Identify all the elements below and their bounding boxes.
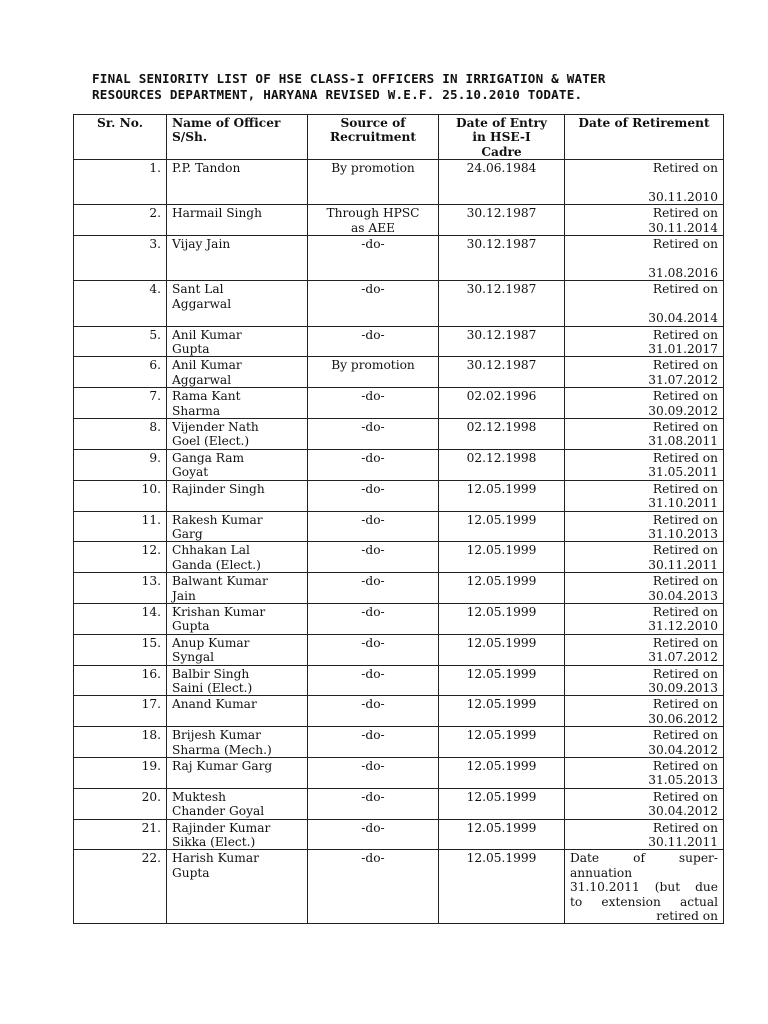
cell-retirement: Retired on 30.04.2013 [565, 573, 724, 604]
table-row [74, 205, 724, 236]
cell-officer-name: Balbir Singh Saini (Elect.) [167, 665, 308, 696]
cell-retirement: Retired on 30.11.2011 [565, 819, 724, 850]
cell-entry-date: 30.12.1987 [439, 326, 565, 357]
table-row [74, 449, 724, 480]
cell-source: -do- [308, 326, 439, 357]
table-row [74, 573, 724, 604]
cell-officer-name: Rama Kant Sharma [167, 388, 308, 419]
cell-retirement: Retired on 31.10.2011 [565, 480, 724, 511]
cell-retirement: Retired on 30.04.2012 [565, 788, 724, 819]
cell-entry-date: 30.12.1987 [439, 205, 565, 236]
cell-entry-date: 30.12.1987 [439, 281, 565, 326]
cell-sr-no: 7. [74, 388, 167, 419]
header-row [74, 115, 724, 160]
cell-retirement: Retired on 31.08.2016 [565, 236, 724, 281]
cell-retirement: Retired on 30.11.2011 [565, 542, 724, 573]
cell-entry-date: 12.05.1999 [439, 850, 565, 924]
table-row [74, 388, 724, 419]
cell-sr-no: 1. [74, 160, 167, 205]
table-row [74, 788, 724, 819]
cell-sr-no: 16. [74, 665, 167, 696]
cell-officer-name: Chhakan Lal Ganda (Elect.) [167, 542, 308, 573]
cell-officer-name: Brijesh Kumar Sharma (Mech.) [167, 727, 308, 758]
cell-officer-name: P.P. Tandon [167, 160, 308, 205]
cell-retirement: Retired on 31.05.2011 [565, 449, 724, 480]
cell-sr-no: 22. [74, 850, 167, 924]
cell-retirement: Retired on 30.04.2014 [565, 281, 724, 326]
table-row [74, 511, 724, 542]
cell-source: -do- [308, 388, 439, 419]
cell-sr-no: 6. [74, 357, 167, 388]
cell-entry-date: 02.12.1998 [439, 419, 565, 450]
cell-entry-date: 02.12.1998 [439, 449, 565, 480]
cell-entry-date: 12.05.1999 [439, 696, 565, 727]
cell-entry-date: 02.02.1996 [439, 388, 565, 419]
cell-source: By promotion [308, 160, 439, 205]
cell-entry-date: 12.05.1999 [439, 819, 565, 850]
table-row [74, 236, 724, 281]
cell-sr-no: 20. [74, 788, 167, 819]
cell-sr-no: 8. [74, 419, 167, 450]
document-title [92, 71, 732, 103]
cell-entry-date: 12.05.1999 [439, 665, 565, 696]
cell-retirement: Retired on 30.09.2012 [565, 388, 724, 419]
cell-sr-no: 19. [74, 758, 167, 789]
title-line-1: FINAL SENIORITY LIST OF HSE CLASS-I OFFICERS IN IRRIGATION & WATER [92, 71, 606, 86]
cell-sr-no: 12. [74, 542, 167, 573]
cell-officer-name: Balwant Kumar Jain [167, 573, 308, 604]
cell-sr-no: 4. [74, 281, 167, 326]
cell-retirement: Retired on 30.09.2013 [565, 665, 724, 696]
cell-retirement: Retired on 30.11.2014 [565, 205, 724, 236]
cell-source: -do- [308, 573, 439, 604]
cell-retirement: Retired on 31.05.2013 [565, 758, 724, 789]
cell-entry-date: 30.12.1987 [439, 357, 565, 388]
cell-sr-no: 9. [74, 449, 167, 480]
cell-sr-no: 5. [74, 326, 167, 357]
cell-source: -do- [308, 542, 439, 573]
cell-source: -do- [308, 696, 439, 727]
cell-entry-date: 12.05.1999 [439, 542, 565, 573]
cell-officer-name: Vijay Jain [167, 236, 308, 281]
header-source: Source of Recruitment [308, 115, 439, 160]
header-sr-no: Sr. No. [74, 115, 167, 160]
cell-entry-date: 30.12.1987 [439, 236, 565, 281]
cell-retirement: Retired on 31.07.2012 [565, 634, 724, 665]
cell-officer-name: Muktesh Chander Goyal [167, 788, 308, 819]
cell-source: -do- [308, 819, 439, 850]
cell-retirement: Retired on 31.08.2011 [565, 419, 724, 450]
table-row [74, 850, 724, 924]
cell-entry-date: 12.05.1999 [439, 634, 565, 665]
table-row [74, 542, 724, 573]
cell-officer-name: Raj Kumar Garg [167, 758, 308, 789]
table-row [74, 603, 724, 634]
cell-officer-name: Rajinder Kumar Sikka (Elect.) [167, 819, 308, 850]
cell-entry-date: 12.05.1999 [439, 788, 565, 819]
cell-retirement: Retired on 31.01.2017 [565, 326, 724, 357]
table-row [74, 419, 724, 450]
cell-sr-no: 15. [74, 634, 167, 665]
cell-source: -do- [308, 788, 439, 819]
cell-retirement: Retired on 31.10.2013 [565, 511, 724, 542]
seniority-table [73, 114, 724, 924]
cell-sr-no: 14. [74, 603, 167, 634]
cell-entry-date: 12.05.1999 [439, 727, 565, 758]
cell-officer-name: Anil Kumar Gupta [167, 326, 308, 357]
cell-source: -do- [308, 634, 439, 665]
cell-retirement: Retired on 30.11.2010 [565, 160, 724, 205]
table-body [74, 160, 724, 924]
cell-entry-date: 12.05.1999 [439, 480, 565, 511]
cell-entry-date: 24.06.1984 [439, 160, 565, 205]
cell-source: Through HPSC as AEE [308, 205, 439, 236]
cell-source: -do- [308, 603, 439, 634]
cell-retirement: Date of super- annuation 31.10.2011 (but due to extension actual retired on [565, 850, 724, 924]
header-entry-date: Date of Entry in HSE-I Cadre [439, 115, 565, 160]
cell-officer-name: Vijender Nath Goel (Elect.) [167, 419, 308, 450]
cell-sr-no: 18. [74, 727, 167, 758]
cell-source: -do- [308, 480, 439, 511]
table-row [74, 281, 724, 326]
cell-sr-no: 2. [74, 205, 167, 236]
cell-officer-name: Harish Kumar Gupta [167, 850, 308, 924]
cell-source: -do- [308, 511, 439, 542]
cell-source: -do- [308, 281, 439, 326]
cell-officer-name: Anand Kumar [167, 696, 308, 727]
cell-retirement: Retired on 30.06.2012 [565, 696, 724, 727]
cell-officer-name: Sant Lal Aggarwal [167, 281, 308, 326]
cell-sr-no: 21. [74, 819, 167, 850]
cell-retirement: Retired on 31.12.2010 [565, 603, 724, 634]
cell-entry-date: 12.05.1999 [439, 758, 565, 789]
cell-sr-no: 11. [74, 511, 167, 542]
cell-retirement: Retired on 30.04.2012 [565, 727, 724, 758]
cell-source: -do- [308, 758, 439, 789]
cell-sr-no: 10. [74, 480, 167, 511]
cell-entry-date: 12.05.1999 [439, 511, 565, 542]
cell-officer-name: Anup Kumar Syngal [167, 634, 308, 665]
cell-officer-name: Anil Kumar Aggarwal [167, 357, 308, 388]
cell-officer-name: Rajinder Singh [167, 480, 308, 511]
cell-source: -do- [308, 449, 439, 480]
table-row [74, 357, 724, 388]
cell-officer-name: Harmail Singh [167, 205, 308, 236]
cell-officer-name: Ganga Ram Goyat [167, 449, 308, 480]
table-row [74, 727, 724, 758]
cell-source: -do- [308, 419, 439, 450]
table-row [74, 758, 724, 789]
cell-source: -do- [308, 665, 439, 696]
cell-sr-no: 13. [74, 573, 167, 604]
cell-sr-no: 17. [74, 696, 167, 727]
table-row [74, 160, 724, 205]
cell-retirement: Retired on 31.07.2012 [565, 357, 724, 388]
cell-source: -do- [308, 850, 439, 924]
cell-source: -do- [308, 727, 439, 758]
title-line-2: RESOURCES DEPARTMENT, HARYANA REVISED W.E.F. 25.10.2010 TODATE. [92, 87, 583, 102]
cell-entry-date: 12.05.1999 [439, 573, 565, 604]
header-officer-name: Name of Officer S/Sh. [167, 115, 308, 160]
cell-entry-date: 12.05.1999 [439, 603, 565, 634]
table-row [74, 326, 724, 357]
table-row [74, 634, 724, 665]
table-row [74, 480, 724, 511]
header-retirement: Date of Retirement [565, 115, 724, 160]
table-row [74, 696, 724, 727]
table-row [74, 819, 724, 850]
cell-source: -do- [308, 236, 439, 281]
cell-source: By promotion [308, 357, 439, 388]
cell-officer-name: Krishan Kumar Gupta [167, 603, 308, 634]
table-row [74, 665, 724, 696]
cell-sr-no: 3. [74, 236, 167, 281]
cell-officer-name: Rakesh Kumar Garg [167, 511, 308, 542]
